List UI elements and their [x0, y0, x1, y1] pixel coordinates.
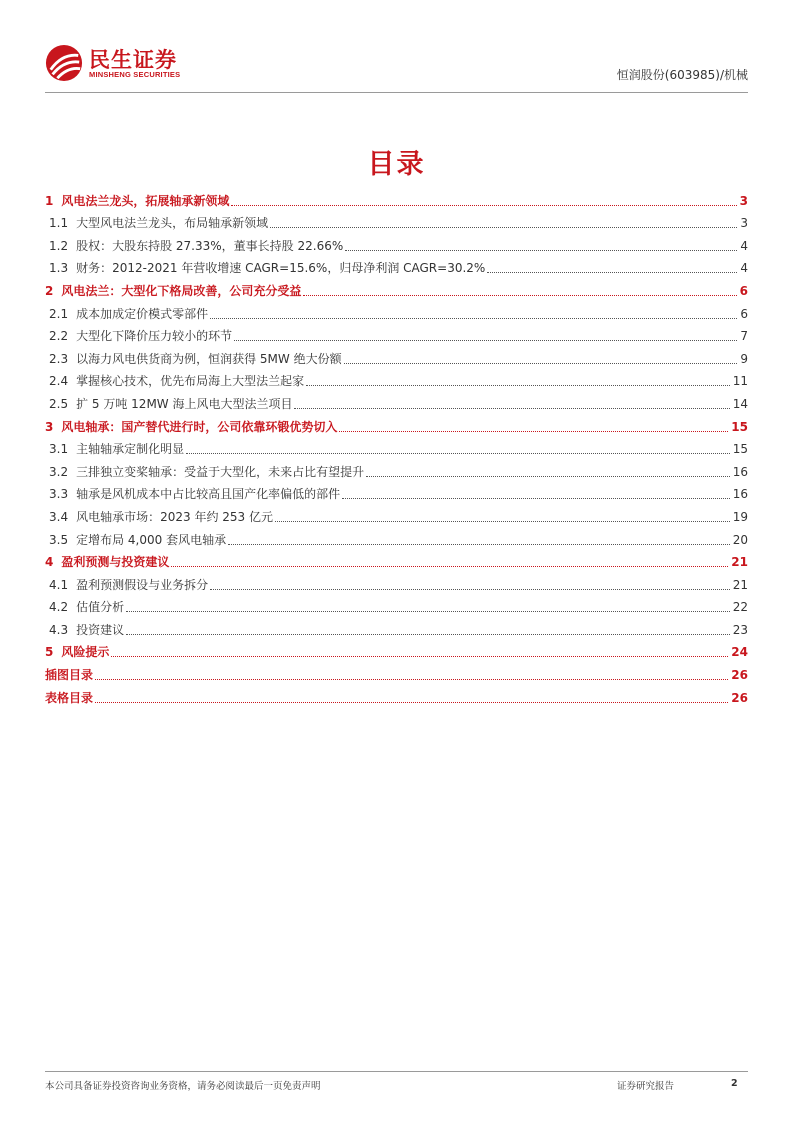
toc-entry-page: 26: [731, 668, 748, 683]
toc-section-link[interactable]: [45, 279, 748, 302]
toc-entry-number: 2.2: [49, 329, 69, 344]
toc-subsection-link[interactable]: [45, 483, 748, 506]
toc-subsection-link[interactable]: [45, 325, 748, 348]
toc-entry-title: 扩 5 万吨 12MW 海上风电大型法兰项目: [76, 396, 293, 411]
toc-entry-title: 三排独立变桨轴承：受益于大型化，未来占比有望提升: [76, 464, 365, 479]
toc-entry-title: 以海力风电供货商为例，恒润获得 5MW 绝大份额: [76, 351, 342, 366]
page-number: 2: [731, 1078, 738, 1089]
toc-entry-page: 23: [732, 622, 748, 637]
toc-entry-page: 3: [740, 216, 748, 231]
toc-entry-number: 2.4: [49, 374, 69, 389]
toc-subsection-link[interactable]: [45, 212, 748, 235]
toc-entry-page: 22: [732, 600, 748, 615]
toc-entry-title: 风电轴承：国产替代进行时，公司依靠环锻优势切入: [61, 419, 338, 434]
toc-entry-page: 11: [732, 374, 748, 389]
toc-entry-number: 3.3: [49, 487, 69, 502]
toc-dot-leader: [228, 544, 730, 545]
toc-entry-page: 19: [732, 509, 748, 524]
toc-entry-number: 2: [45, 283, 54, 298]
toc-section-link[interactable]: [45, 189, 748, 212]
toc-entry-title: 定增布局 4,000 套风电轴承: [76, 532, 227, 547]
toc-entry-number: 2.3: [49, 351, 69, 366]
toc-entry-number: 4.1: [49, 577, 69, 592]
toc-entry-page: 4: [740, 238, 748, 253]
toc-dot-leader: [303, 295, 736, 296]
toc-entry-number: 1.2: [49, 238, 69, 253]
page-header: [45, 42, 748, 94]
toc-entry-title: 掌握核心技术，优先布局海上大型法兰起家: [76, 374, 305, 389]
toc-dot-leader: [339, 431, 728, 432]
footer-divider: [45, 1071, 748, 1072]
toc-entry-title: 风电轴承市场：2023 年约 253 亿元: [76, 509, 273, 524]
toc-entry-page: 3: [739, 193, 748, 208]
toc-dot-leader: [231, 205, 736, 206]
toc-dot-leader: [275, 521, 730, 522]
toc-dot-leader: [344, 363, 738, 364]
logo-text-cn: 民生证券: [89, 48, 177, 72]
toc-dot-leader: [366, 476, 730, 477]
toc-entry-number: 3.5: [49, 532, 69, 547]
toc-title: 目录: [367, 149, 426, 180]
header-divider: [45, 92, 748, 93]
toc-entry-title: 盈利预测与投资建议: [61, 555, 170, 570]
toc-entry-title: 估值分析: [76, 600, 125, 615]
toc-entry-title: 股权：大股东持股 27.33%，董事长持股 22.66%: [76, 238, 344, 253]
toc-dot-leader: [210, 318, 737, 319]
toc-subsection-link[interactable]: [45, 528, 748, 551]
toc-subsection-link[interactable]: [45, 438, 748, 461]
toc-entry-number: 3.1: [49, 442, 69, 457]
toc-section-link[interactable]: [45, 686, 748, 709]
toc-entry-title: 风电法兰：大型化下格局改善，公司充分受益: [61, 283, 302, 298]
toc-entry-number: 1.3: [49, 261, 69, 276]
toc-entry-title: 主轴轴承定制化明显: [76, 442, 185, 457]
toc-subsection-link[interactable]: [45, 505, 748, 528]
toc-dot-leader: [345, 250, 737, 251]
toc-dot-leader: [342, 498, 730, 499]
toc-dot-leader: [186, 453, 730, 454]
toc-entry-title: 风险提示: [61, 645, 110, 660]
toc-entry-page: 15: [731, 419, 748, 434]
toc-entry-page: 26: [731, 690, 748, 705]
toc-subsection-link[interactable]: [45, 618, 748, 641]
toc-subsection-link[interactable]: [45, 596, 748, 619]
toc-entry-page: 6: [740, 306, 748, 321]
toc-subsection-link[interactable]: [45, 573, 748, 596]
toc-entry-page: 21: [732, 577, 748, 592]
toc-subsection-link[interactable]: [45, 257, 748, 280]
toc-entry-page: 24: [731, 645, 748, 660]
minsheng-logo-icon: [45, 44, 83, 82]
toc-entry-number: 4: [45, 555, 54, 570]
toc-dot-leader: [126, 634, 730, 635]
toc-entry-page: 9: [740, 351, 748, 366]
toc-entry-number: 2.5: [49, 396, 69, 411]
toc-entry-page: 4: [740, 261, 748, 276]
toc-subsection-link[interactable]: [45, 392, 748, 415]
toc-entry-title: 盈利预测假设与业务拆分: [76, 577, 209, 592]
toc-dot-leader: [171, 566, 728, 567]
company-logo: [45, 42, 205, 88]
toc-entry-title: 大型风电法兰龙头，布局轴承新领域: [76, 216, 269, 231]
toc-entry-page: 6: [739, 283, 748, 298]
toc-entry-title: 大型化下降价压力较小的环节: [76, 329, 233, 344]
toc-subsection-link[interactable]: [45, 460, 748, 483]
toc-entry-number: 3.2: [49, 464, 69, 479]
toc-dot-leader: [234, 340, 737, 341]
toc-entry-page: 7: [740, 329, 748, 344]
toc-entry-page: 15: [732, 442, 748, 457]
toc-entry-title: 财务：2012-2021 年营收增速 CAGR=15.6%，归母净利润 CAGR=30.2%: [76, 261, 486, 276]
toc-entry-number: 4.3: [49, 622, 69, 637]
toc-entry-number: 2.1: [49, 306, 69, 321]
toc-entry-number: 4.2: [49, 600, 69, 615]
toc-subsection-link[interactable]: [45, 234, 748, 257]
toc-dot-leader: [306, 385, 730, 386]
toc-dot-leader: [111, 656, 728, 657]
toc-entry-title: 插图目录: [45, 668, 94, 683]
toc-dot-leader: [95, 679, 728, 680]
toc-dot-leader: [270, 227, 737, 228]
toc-entry-number: 1: [45, 193, 54, 208]
toc-section-link[interactable]: [45, 641, 748, 664]
toc-entry-number: 3.4: [49, 509, 69, 524]
toc-entry-number: 3: [45, 419, 54, 434]
toc-dot-leader: [210, 589, 730, 590]
toc-section-link[interactable]: [45, 415, 748, 438]
logo-text-en: MINSHENG SECURITIES: [89, 70, 181, 79]
toc-dot-leader: [294, 408, 729, 409]
toc-entry-title: 表格目录: [45, 690, 94, 705]
toc-entry-title: 成本加成定价模式零部件: [76, 306, 209, 321]
toc-dot-leader: [126, 611, 730, 612]
toc-subsection-link[interactable]: [45, 347, 748, 370]
header-stock-info: 恒润股份(603985)/机械: [616, 68, 748, 82]
toc-section-link[interactable]: [45, 663, 748, 686]
toc-subsection-link[interactable]: [45, 302, 748, 325]
footer-disclaimer: 本公司具备证券投资咨询业务资格，请务必阅读最后一页免责声明: [45, 1081, 321, 1092]
footer-report-type: 证券研究报告: [617, 1081, 675, 1092]
toc-entry-page: 16: [732, 464, 748, 479]
toc-dot-leader: [95, 702, 728, 703]
toc-subsection-link[interactable]: [45, 370, 748, 393]
toc-entry-page: 20: [732, 532, 748, 547]
toc-section-link[interactable]: [45, 551, 748, 574]
toc-entry-number: 5: [45, 645, 54, 660]
toc-entry-page: 21: [731, 555, 748, 570]
toc-entry-page: 16: [732, 487, 748, 502]
toc-entry-number: 1.1: [49, 216, 69, 231]
table-of-contents: [45, 189, 748, 709]
toc-entry-page: 14: [732, 396, 748, 411]
toc-entry-title: 轴承是风机成本中占比较高且国产化率偏低的部件: [76, 487, 341, 502]
toc-entry-title: 投资建议: [76, 622, 125, 637]
toc-entry-title: 风电法兰龙头，拓展轴承新领域: [61, 193, 230, 208]
toc-dot-leader: [487, 272, 737, 273]
